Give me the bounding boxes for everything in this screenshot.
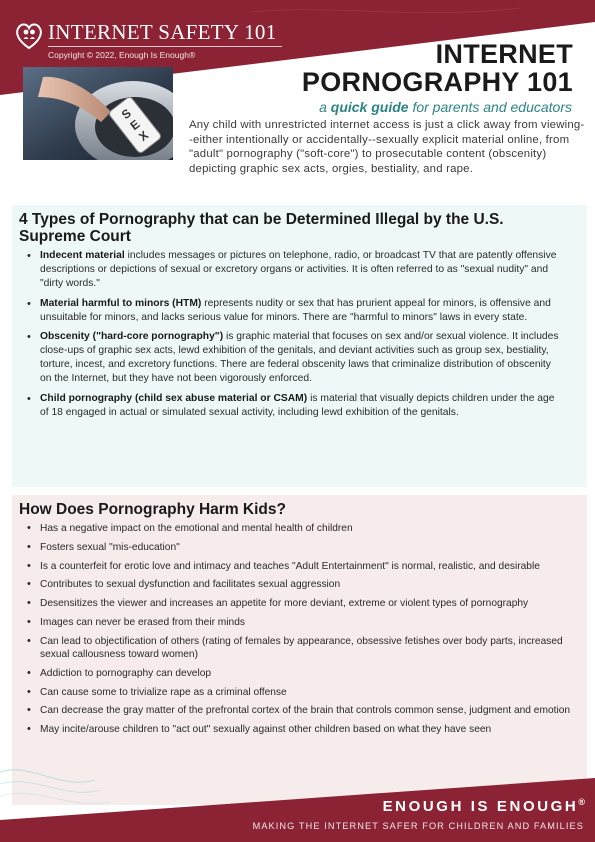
harm-section — [12, 495, 587, 805]
mouse-button-sex-photo — [23, 67, 173, 160]
title-line-1: INTERNET — [435, 39, 573, 69]
term-description: represents nudity or sex that has prurient appeal for minors, is offensive and unsuitable for minors, and lacks serious value for minors. There are "harmful to minors" laws in every state. — [40, 297, 551, 323]
term-label: Material harmful to minors (HTM) — [40, 297, 202, 309]
list-item — [40, 330, 560, 386]
illegal-types-heading: 4 Types of Pornography that can be Determined Illegal by the U.S. Supreme Court — [19, 211, 504, 245]
heart-family-icon — [14, 19, 44, 51]
subtitle-suffix: for parents and educators — [408, 99, 572, 115]
illegal-types-section — [12, 205, 587, 487]
term-description: is material that visually depicts children under the age of 18 engaged in actual or simulated sexual activity, including lewd exhibition of the genitals. — [40, 392, 555, 418]
photo-s-letter: S — [118, 105, 134, 122]
list-item: • Has a negative impact on the emotional and mental health of children — [40, 522, 580, 535]
list-item — [40, 249, 560, 291]
list-item: • Can cause some to trivialize rape as a criminal offense — [40, 686, 580, 699]
list-item: • Desensitizes the viewer and increases an appetite for more deviant, extreme or violent types of pornography — [40, 597, 580, 610]
photo-e-letter: E — [127, 117, 143, 133]
harm-list — [40, 522, 580, 742]
brand-title: INTERNET SAFETY 101 — [48, 20, 277, 44]
list-item: • Can decrease the gray matter of the prefrontal cortex of the brain that controls common sense, judgment and emotion — [40, 704, 580, 717]
list-item: • Contributes to sexual dysfunction and facilitates sexual aggression — [40, 578, 580, 591]
list-item: • Fosters sexual "mis-education" — [40, 541, 580, 554]
term-label: Child pornography (child sex abuse material or CSAM) — [40, 392, 308, 404]
intro-paragraph: Any child with unrestricted internet access is just a click away from viewing--either intentionally or accidentally--sexually explicit material online, from "adult" pornography ("soft-core") to prosecutable content (obscenity) depicting graphic sex acts, orgies, bestiality, and rape. — [189, 119, 585, 175]
term-label: Obscenity ("hard-core pornography") — [40, 331, 224, 342]
list-item: • Images can never be erased from their minds — [40, 616, 580, 629]
subtitle-emphasis: quick guide — [330, 99, 409, 115]
list-item: • May incite/arouse children to "act out" sexually against other children based on what they have seen — [40, 723, 580, 736]
footer-tagline: MAKING THE INTERNET SAFER FOR CHILDREN AND FAMILIES — [252, 821, 584, 831]
list-item: • Is a counterfeit for erotic love and intimacy and teaches "Adult Entertainment" is normal, realistic, and desirable — [40, 560, 580, 573]
photo-x-letter: X — [136, 128, 152, 145]
term-description: includes messages or pictures on telephone, radio, or broadcast TV that are patently offensive descriptions or depictions of sexual or excretory organs or activities. It is often referred to as "sexual nudity" and "dirty words." — [40, 250, 557, 289]
illegal-types-list — [40, 249, 560, 425]
registered-mark: ® — [578, 797, 585, 807]
harm-heading: How Does Pornography Harm Kids? — [19, 501, 286, 518]
subtitle-prefix: a — [319, 99, 331, 115]
list-item — [40, 297, 560, 325]
list-item — [40, 392, 560, 420]
list-item: • Addiction to pornography can develop — [40, 667, 580, 680]
list-item: • Can lead to objectification of others (rating of females by appearance, obsessive fetishes over body parts, increased sexual callousness toward women) — [40, 635, 580, 661]
footer-brand — [383, 797, 585, 815]
subtitle — [319, 99, 572, 115]
term-description: is graphic material that focuses on sex and/or sexual violence. It includes close-ups of graphic sex acts, lewd exhibition of the genitals, and deviant activities such as group sex, bestiality, torture, incest, and excretory functions. There are federal obscenity laws that criminalize distribution of obscenity on the Internet, but they have not been vigorously enforced. — [40, 331, 559, 384]
term-label: Indecent material — [40, 250, 125, 261]
footer-brand-text: ENOUGH IS ENOUGH — [382, 798, 579, 815]
title-line-2: PORNOGRAPHY 101 — [301, 67, 573, 97]
brand-divider — [48, 46, 282, 47]
copyright-text: Copyright © 2022, Enough Is Enough® — [48, 50, 196, 60]
page-title — [302, 40, 573, 96]
